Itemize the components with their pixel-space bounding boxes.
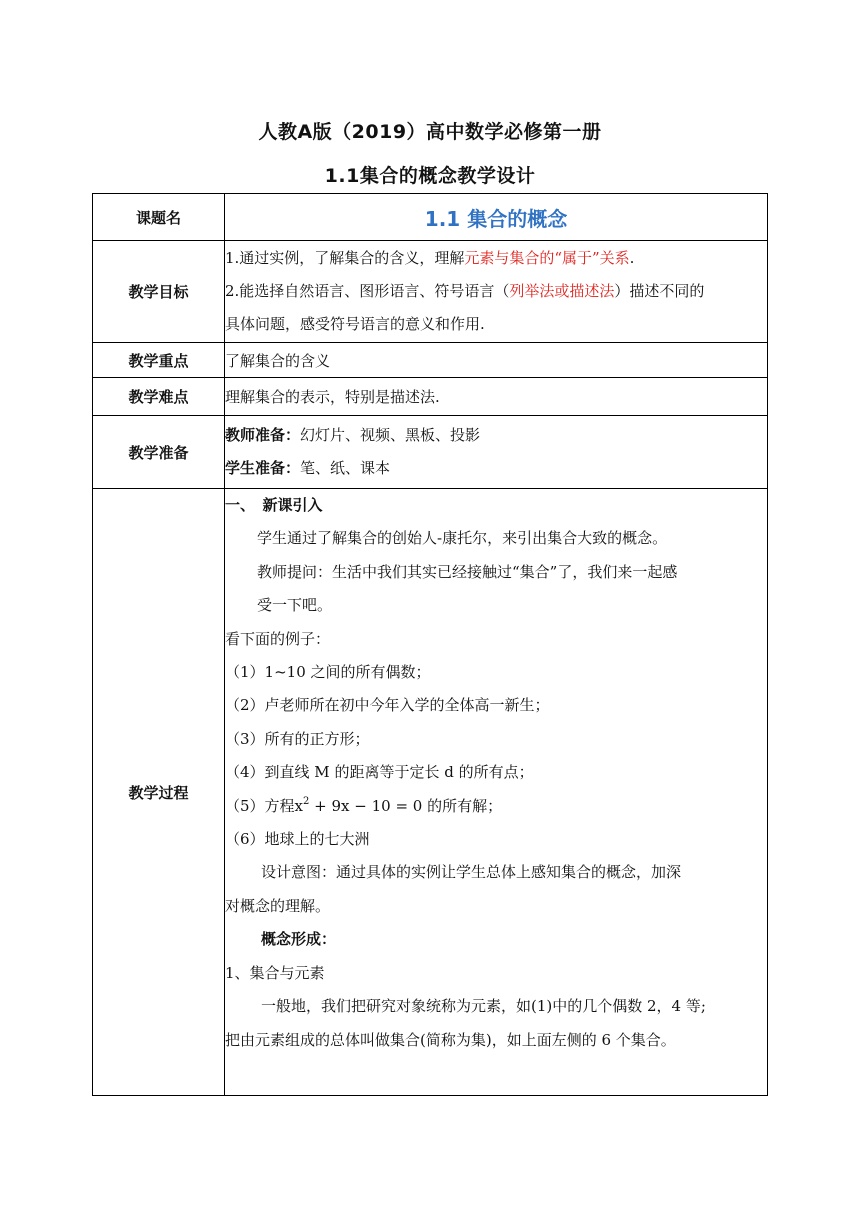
- row-key-point: [93, 343, 768, 378]
- teacher-prep-value: 幻灯片、视频、黑板、投影: [300, 426, 481, 444]
- course-title: 1.1 集合的概念: [424, 206, 568, 231]
- objective-2-end: ）描述不同的: [614, 282, 705, 300]
- teacher-question: 教师提问：生活中我们其实已经接触过“集合”了，我们来一起感: [257, 562, 678, 581]
- row-difficulty: [93, 378, 768, 416]
- row-process: [93, 489, 768, 1096]
- objective-2-text: 2.能选择自然语言、图形语言、符号语言（: [225, 282, 510, 300]
- teacher-question-cont: 受一下吧。: [257, 596, 333, 615]
- student-prep-label: 学生准备：: [225, 459, 301, 477]
- row-preparation: [93, 416, 768, 489]
- label-difficulty: 教学难点: [93, 378, 225, 416]
- cell-topic: [225, 194, 768, 241]
- example-5: [225, 790, 767, 823]
- equation-exponent: 2: [303, 795, 310, 807]
- lesson-plan-table: [92, 193, 768, 1096]
- teacher-prep: [225, 419, 767, 452]
- objective-2-cont: 具体问题，感受符号语言的意义和作用.: [225, 315, 485, 333]
- example-5-suffix: 的所有解；: [422, 796, 503, 815]
- teacher-prep-label: 教师准备：: [225, 426, 301, 444]
- example-4: （4）到直线 M 的距离等于定长 d 的所有点；: [225, 763, 534, 782]
- example-2: （2）卢老师所在初中今年入学的全体高一新生；: [225, 696, 550, 715]
- equation-rest: + 9x − 10 = 0: [309, 796, 423, 815]
- student-prep-value: 笔、纸、课本: [300, 459, 391, 477]
- row-objectives: [93, 241, 768, 343]
- student-prep: [225, 452, 767, 485]
- label-topic: 课题名: [93, 194, 225, 241]
- equation-variable: x: [294, 796, 304, 815]
- definition-cont: 把由元素组成的总体叫做集合(简称为集)，如上面左侧的 6 个集合。: [225, 1030, 676, 1049]
- design-intent-cont: 对概念的理解。: [225, 896, 331, 915]
- objective-1-highlight: 元素与集合的“属于”关系: [464, 249, 630, 267]
- design-intent: 设计意图：通过具体的实例让学生总体上感知集合的概念，加深: [261, 863, 682, 882]
- examples-intro: 看下面的例子：: [225, 629, 331, 648]
- definition: 一般地，我们把研究对象统称为元素，如(1)中的几个偶数 2，4 等;: [261, 997, 706, 1016]
- label-process: 教学过程: [93, 489, 225, 1096]
- objective-1-end: .: [629, 249, 635, 267]
- example-6: （6）地球上的七大洲: [225, 830, 370, 849]
- cell-difficulty: 理解集合的表示，特别是描述法.: [225, 378, 768, 416]
- objective-2-highlight: 列举法或描述法: [509, 282, 615, 300]
- objective-1-text: 1.通过实例，了解集合的含义，理解: [225, 249, 465, 267]
- subheading: 1、集合与元素: [225, 963, 325, 982]
- label-key-point: 教学重点: [93, 343, 225, 378]
- cell-key-point: 了解集合的含义: [225, 343, 768, 378]
- objective-2: [225, 275, 767, 308]
- section-heading: 一、 新课引入: [225, 496, 323, 514]
- intro-text: 学生通过了解集合的创始人-康托尔，来引出集合大致的概念。: [257, 529, 668, 548]
- label-preparation: 教学准备: [93, 416, 225, 489]
- label-objectives: 教学目标: [93, 241, 225, 343]
- example-3: （3）所有的正方形；: [225, 729, 370, 748]
- cell-objectives: [225, 241, 768, 343]
- document-title: 人教A版（2019）高中数学必修第一册: [258, 121, 602, 143]
- concept-heading: 概念形成：: [261, 930, 337, 949]
- row-topic: [93, 194, 768, 241]
- objective-1: [225, 242, 767, 275]
- example-1: （1）1~10 之间的所有偶数；: [225, 663, 431, 682]
- cell-preparation: [225, 416, 768, 489]
- cell-process: [225, 489, 768, 1096]
- example-5-prefix: （5）方程: [225, 796, 295, 815]
- document-subtitle: 1.1集合的概念教学设计: [324, 165, 536, 187]
